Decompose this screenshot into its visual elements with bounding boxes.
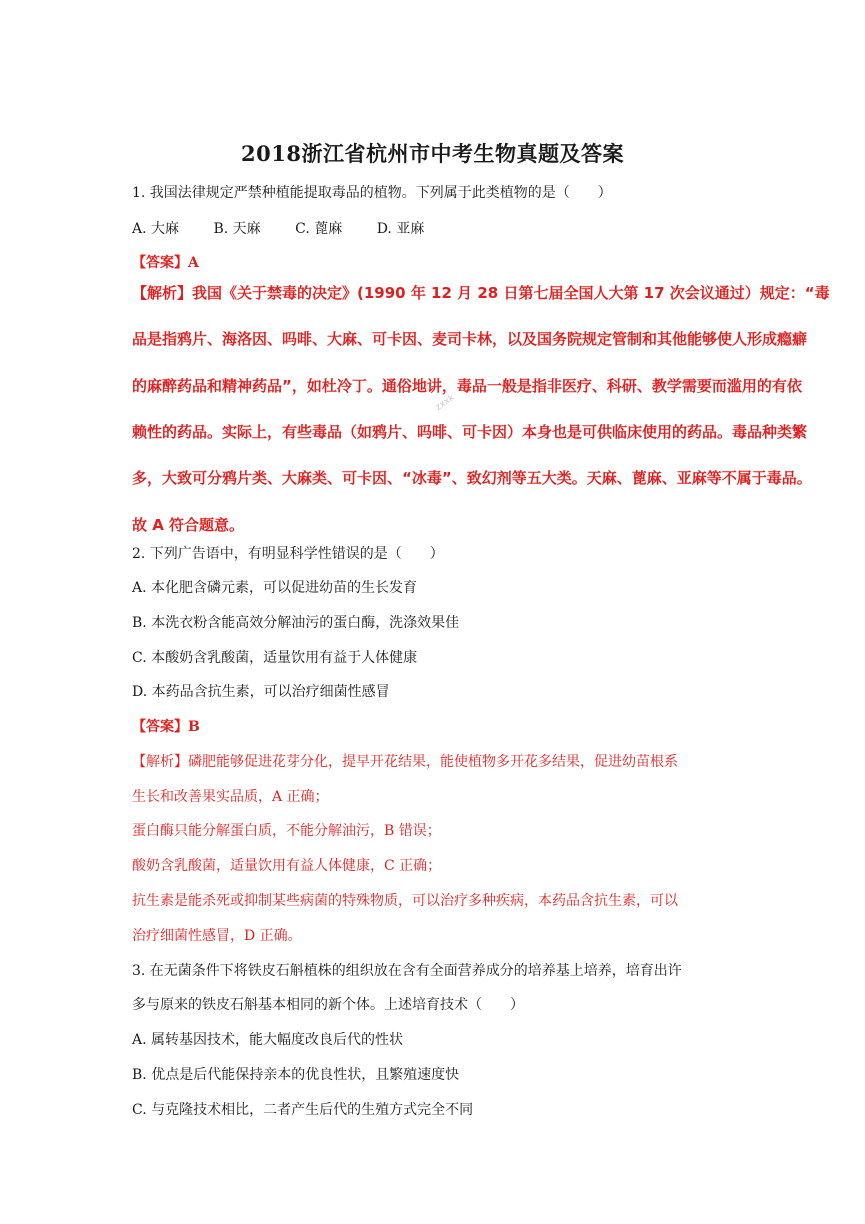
question-1-stem: 1. 我国法律规定严禁种植能提取毒品的植物。下列属于此类植物的是（ ） xyxy=(132,185,612,201)
question-1-option-a: A. 大麻 xyxy=(132,221,180,237)
question-3-stem-line: 多与原来的铁皮石斛基本相同的新个体。上述培育技术（ ） xyxy=(132,997,524,1013)
question-2-option-c: C. 本酸奶含乳酸菌，适量饮用有益于人体健康 xyxy=(132,650,418,666)
question-2-option-a: A. 本化肥含磷元素，可以促进幼苗的生长发育 xyxy=(132,580,418,596)
question-2-analysis-line: 治疗细菌性感冒，D 正确。 xyxy=(132,928,302,944)
question-1-analysis-line: 赖性的药品。实际上，有些毒品（如鸦片、吗啡、可卡因）本身也是可供临床使用的药品。毒品种类繁 xyxy=(132,423,808,441)
question-2-option-b: B. 本洗衣粉含能高效分解油污的蛋白酶，洗涤效果佳 xyxy=(132,615,460,631)
question-3-option-c: C. 与克隆技术相比，二者产生后代的生殖方式完全不同 xyxy=(132,1102,474,1118)
question-1-option-b: B. 天麻 xyxy=(213,221,261,237)
question-1-answer: 【答案】A xyxy=(132,255,199,271)
document-title: 2018浙江省杭州市中考生物真题及答案 xyxy=(241,141,624,166)
question-1-analysis-line: 故 A 符合题意。 xyxy=(132,516,245,534)
question-2-stem: 2. 下列广告语中，有明显科学性错误的是（ ） xyxy=(132,546,444,562)
question-2-analysis-line: 蛋白酶只能分解蛋白质，不能分解油污，B 错误； xyxy=(132,823,441,839)
watermark: zxxk xyxy=(433,392,457,414)
question-2-analysis-line: 抗生素是能杀死或抑制某些病菌的特殊物质，可以治疗多种疾病，本药品含抗生素，可以 xyxy=(132,893,678,909)
question-1-analysis-line: 【解析】我国《关于禁毒的决定》(1990 年 12 月 28 日第七届全国人大第 17 次会议通过）规定：“毒 xyxy=(132,284,830,302)
question-2-answer: 【答案】B xyxy=(132,719,200,735)
question-1-analysis-line: 多，大致可分鸦片类、大麻类、可卡因、“冰毒”、致幻剂等五大类。天麻、蓖麻、亚麻等不属于毒品。 xyxy=(132,469,812,487)
question-1-option-d: D. 亚麻 xyxy=(376,221,425,237)
question-1-analysis-line: 的麻醉药品和精神药品”，如杜冷丁。通俗地讲，毒品一般是指非医疗、科研、教学需要而滥用的有依 xyxy=(132,377,802,395)
question-3-option-a: A. 属转基因技术，能大幅度改良后代的性状 xyxy=(132,1032,404,1048)
question-2-option-d: D. 本药品含抗生素，可以治疗细菌性感冒 xyxy=(132,684,390,700)
question-1-option-c: C. 蓖麻 xyxy=(295,221,343,237)
question-3-stem-line: 3. 在无菌条件下将铁皮石斛植株的组织放在含有全面营养成分的培养基上培养，培育出许 xyxy=(132,963,682,979)
question-1-analysis-line: 品是指鸦片、海洛因、吗啡、大麻、可卡因、麦司卡林，以及国务院规定管制和其他能够使人形成瘾癖 xyxy=(132,330,808,348)
question-2-analysis-line: 酸奶含乳酸菌，适量饮用有益人体健康，C 正确； xyxy=(132,858,442,874)
question-2-analysis-line: 生长和改善果实品质，A 正确； xyxy=(132,789,329,805)
question-2-analysis-line: 【解析】磷肥能够促进花芽分化，提早开花结果，能使植物多开花多结果，促进幼苗根系 xyxy=(132,754,678,770)
question-1-options xyxy=(132,218,454,238)
question-3-option-b: B. 优点是后代能保持亲本的优良性状，且繁殖速度快 xyxy=(132,1067,460,1083)
